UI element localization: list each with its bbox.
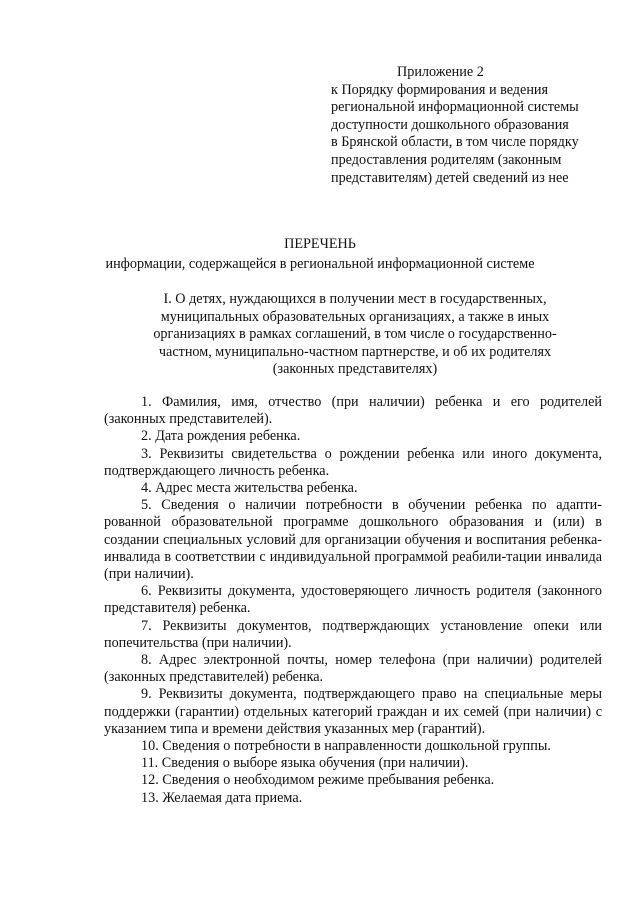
document-title: ПЕРЕЧЕНЬ [284,236,356,252]
appendix-line: к Порядку формирования и ведения [331,81,549,98]
document-subtitle: информации, содержащейся в региональной информационной системе [105,256,535,272]
appendix-note [331,64,621,187]
appendix-title: Приложение 2 [397,64,484,80]
appendix-line: предоставления родителям (законным [331,151,562,168]
list-item: 9. Реквизиты документа, подтверждающего право на специальные меры поддержки (гарантии) отдельных категорий граждан и их семей (при наличии) с указанием типа и времени действия указанных мер (гарантий). [104,686,602,737]
section-heading-line: муниципальных образовательных организациях, а также в иных [160,308,550,325]
list-item: 2. Дата рождения ребенка. [141,428,301,445]
section-heading-line: (законных представителях) [272,361,438,378]
section-heading-line: I. О детях, нуждающихся в получении мест в государственных, [163,291,547,307]
section-heading [108,291,602,379]
list-item: 4. Адрес места жительства ребенка. [141,480,358,497]
list-item: 12. Сведения о необходимом режиме пребывания ребенка. [141,772,495,789]
list-item: 8. Адрес электронной почты, номер телефона (при наличии) родителей (законных представителей) ребенка. [104,652,602,686]
list-item: 5. Сведения о наличии потребности в обучении ребенка по адапти-рованной образовательной программе дошкольного образования и (или) в создании специальных условий для организации обучения и воспитания ребенка-инвалида в соответствии с индивидуальной программой реабили-тации инвалида (при наличии). [104,497,602,583]
list-item: 11. Сведения о выборе языка обучения (при наличии). [141,755,469,772]
list-item: 7. Реквизиты документов, подтверждающих установление опеки или попечительства (при наличии). [104,617,602,651]
list-item: 1. Фамилия, имя, отчество (при наличии) ребенка и его родителей (законных представителей). [104,394,602,428]
section-heading-line: организациях в рамках соглашений, в том числе о государственно- [153,326,557,343]
list-item: 6. Реквизиты документа, удостоверяющего личность родителя (законного представителя) ребенка. [104,583,602,617]
section-heading-line: частном, муниципально-частном партнерстве, и об их родителях [158,343,552,360]
appendix-line: представителям) детей сведений из нее [331,169,569,186]
appendix-line: доступности дошкольного образования [331,116,569,133]
list-item: 10. Сведения о потребности в направленности дошкольной группы. [141,738,551,755]
list-item: 3. Реквизиты свидетельства о рождении ребенка или иного документа, подтверждающего личность ребенка. [104,445,602,479]
list-item: 13. Желаемая дата приема. [141,789,303,806]
appendix-line: региональной информационной системы [331,99,579,116]
appendix-line: в Брянской области, в том числе порядку [331,134,579,151]
items-list [104,394,602,807]
